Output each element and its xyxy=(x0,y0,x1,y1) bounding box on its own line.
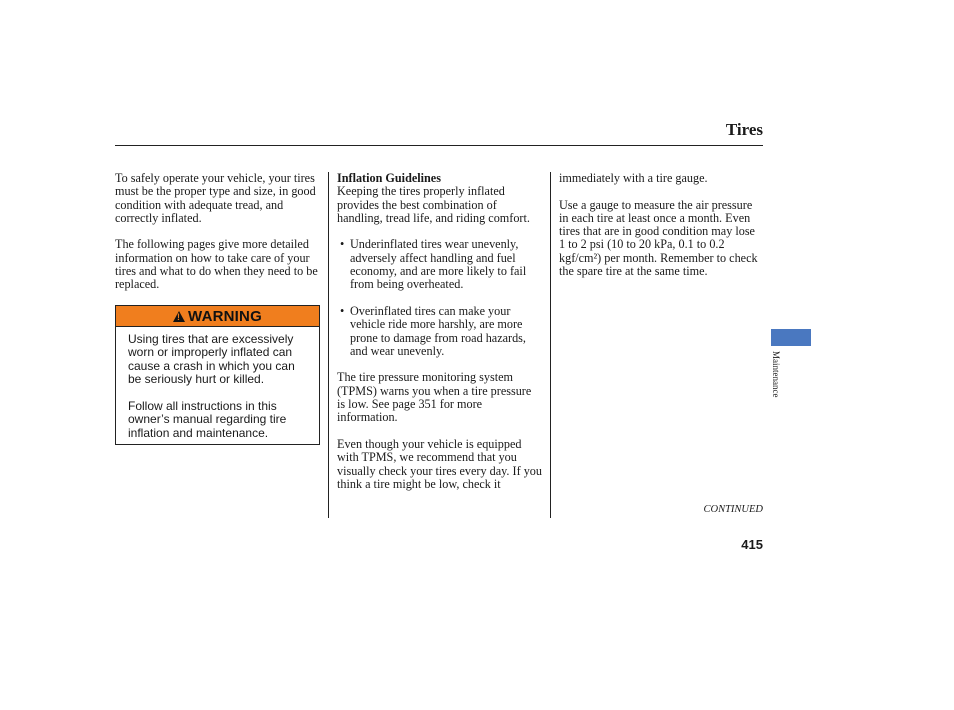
section-heading: Inflation Guidelines xyxy=(337,171,441,185)
warning-triangle-icon xyxy=(173,311,185,322)
column-divider-1 xyxy=(328,172,329,518)
tpms-paragraph: The tire pressure monitoring system (TPMS) warns you when a tire pressure is low. See page 351 for more information. xyxy=(337,370,532,425)
details-paragraph: The following pages give more detailed information on how to take care of your tires and what to do when they need to be replaced. xyxy=(115,237,318,292)
bullet-list xyxy=(337,238,542,358)
warning-box xyxy=(115,305,320,445)
column-2 xyxy=(337,172,542,504)
title-rule xyxy=(115,145,763,146)
page-title: Tires xyxy=(725,120,763,139)
list-item: • Underinflated tires wear unevenly, adversely affect handling and fuel economy, and are more likely to fail from being overheated. xyxy=(337,238,542,291)
warning-label: WARNING xyxy=(188,307,262,325)
page-number: 415 xyxy=(741,537,763,552)
gauge-paragraph: Use a gauge to measure the air pressure in each tire at least once a month. Even tires that are in good condition may lose 1 to 2 psi (10 to 20 kPa, 0.1 to 0.2 kgf/cm²) per month. Remember to check the spare tire at the same time. xyxy=(559,197,758,279)
section-tab-marker xyxy=(771,329,811,346)
section-tab-label: Maintenance xyxy=(771,351,781,398)
continued-label: CONTINUED xyxy=(703,504,763,515)
intro-paragraph: To safely operate your vehicle, your tires must be the proper type and size, in good condition with adequate tread, and correctly inflated. xyxy=(115,171,316,225)
warning-text-1: Using tires that are excessively worn or improperly inflated can cause a crash in which you can be seriously hurt or killed. xyxy=(128,332,295,387)
list-item: • Overinflated tires can make your vehicle ride more harshly, are more prone to damage from road hazards, and wear unevenly. xyxy=(337,305,542,358)
visual-check-paragraph: Even though your vehicle is equipped with TPMS, we recommend that you visually check your tires every day. If you think a tire might be low, check it xyxy=(337,436,542,491)
inflation-paragraph: Keeping the tires properly inflated provides the best combination of handling, tread life, and riding comfort. xyxy=(337,184,530,225)
warning-text-2: Follow all instructions in this owner’s manual regarding tire inflation and maintenance. xyxy=(128,399,287,440)
gauge-continuation: immediately with a tire gauge. xyxy=(559,171,708,185)
column-divider-2 xyxy=(550,172,551,518)
column-1 xyxy=(115,172,320,305)
warning-header xyxy=(116,306,319,327)
warning-body xyxy=(116,327,319,440)
column-3 xyxy=(559,172,763,292)
